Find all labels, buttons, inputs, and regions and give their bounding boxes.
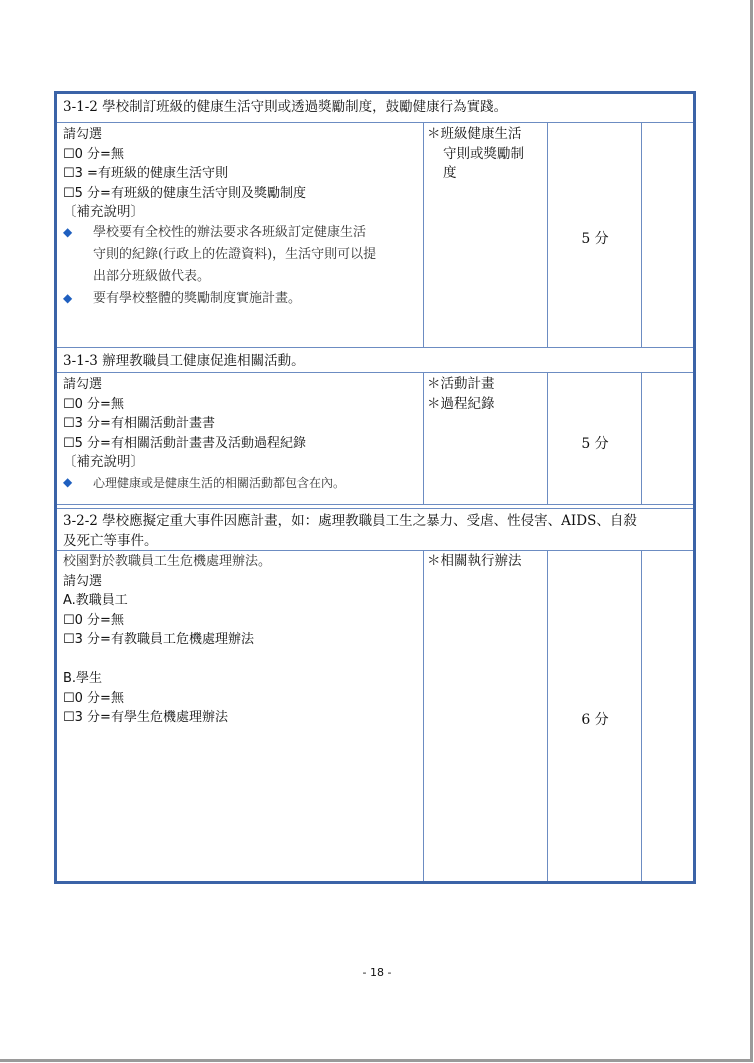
column-divider — [547, 372, 548, 504]
section-header-text: 3-2-2 學校應擬定重大事件因應計畫，如：處理教職員工生之暴力、受虐、性侵害、AIDS、自殺 — [63, 513, 637, 529]
criteria-prompt: 請勾選 — [63, 377, 103, 392]
section-header-text: 3-1-2 學校制訂班級的健康生活守則或透過獎勵制度，鼓勵健康行為實踐。 — [63, 99, 508, 115]
column-divider — [547, 122, 548, 347]
evidence-cell: ＊活動計畫 ＊過程紀錄 — [427, 376, 495, 412]
criteria-cell — [63, 375, 423, 473]
note-text: 要有學校整體的獎勵制度實施計畫。 — [93, 291, 302, 306]
criteria-cell — [63, 125, 423, 223]
column-divider — [641, 122, 642, 347]
group-label: A.教職員工 — [63, 593, 128, 608]
column-divider — [423, 550, 424, 881]
diamond-bullet-icon: ◆ — [63, 475, 73, 489]
score-value: 5 分 — [581, 436, 609, 452]
option-3[interactable]: ☐3 分=有教職員工危機處理辦法 — [63, 632, 254, 647]
assessment-table — [54, 91, 696, 884]
score-value: 5 分 — [581, 231, 609, 247]
section-header-text: 及死亡等事件。 — [63, 533, 158, 549]
group-label: B.學生 — [63, 671, 103, 686]
score-value: 6 分 — [581, 712, 609, 728]
column-divider — [641, 372, 642, 504]
diamond-bullet-icon: ◆ — [63, 225, 73, 239]
column-divider — [423, 372, 424, 504]
diamond-bullet-icon: ◆ — [63, 291, 73, 305]
note-text: 心理健康或是健康生活的相關活動都包含在內。 — [93, 476, 346, 490]
section-header — [57, 508, 693, 554]
divider — [57, 122, 693, 123]
criteria-prompt: 請勾選 — [63, 573, 103, 589]
divider — [57, 372, 693, 373]
section-header — [57, 94, 693, 120]
column-divider — [547, 550, 548, 881]
option-5[interactable]: ☐5 分=有班級的健康生活守則及獎勵制度 — [63, 185, 306, 201]
criteria-prompt: 請勾選 — [63, 127, 103, 142]
option-0[interactable]: ☐0 分=無 — [63, 612, 124, 628]
option-5[interactable]: ☐5 分=有相關活動計畫書及活動過程紀錄 — [63, 435, 306, 451]
section-header — [57, 348, 693, 374]
note-text: 學校要有全校性的辦法要求各班級訂定健康生活 守則的紀錄(行政上的佐證資料)，生活守則可以提 出部分班級做代表。 — [93, 225, 377, 284]
option-0[interactable]: ☐0 分=無 — [63, 690, 124, 706]
column-divider — [423, 122, 424, 347]
option-0[interactable]: ☐0 分=無 — [63, 396, 124, 412]
supplement-label: 〔補充說明〕 — [63, 204, 144, 220]
supplement-label: 〔補充說明〕 — [63, 454, 144, 470]
evidence-cell: ＊班級健康生活 守則或獎勵制 度 — [427, 126, 524, 181]
column-divider — [641, 550, 642, 881]
option-0[interactable]: ☐0 分=無 — [63, 146, 124, 162]
divider — [57, 550, 693, 551]
option-3[interactable]: ☐3 =有班級的健康生活守則 — [63, 166, 228, 181]
spacer — [63, 650, 423, 670]
section-header-text: 3-1-3 辦理教職員工健康促進相關活動。 — [63, 353, 305, 369]
option-3[interactable]: ☐3 分=有學生危機處理辦法 — [63, 710, 228, 725]
intro-text: 校園對於教職員工生危機處理辦法。 — [63, 554, 272, 569]
evidence-cell: ＊相關執行辦法 — [427, 553, 522, 569]
criteria-cell — [63, 552, 423, 728]
page-number: - 18 - — [362, 966, 392, 979]
option-3[interactable]: ☐3 分=有相關活動計畫書 — [63, 416, 215, 431]
